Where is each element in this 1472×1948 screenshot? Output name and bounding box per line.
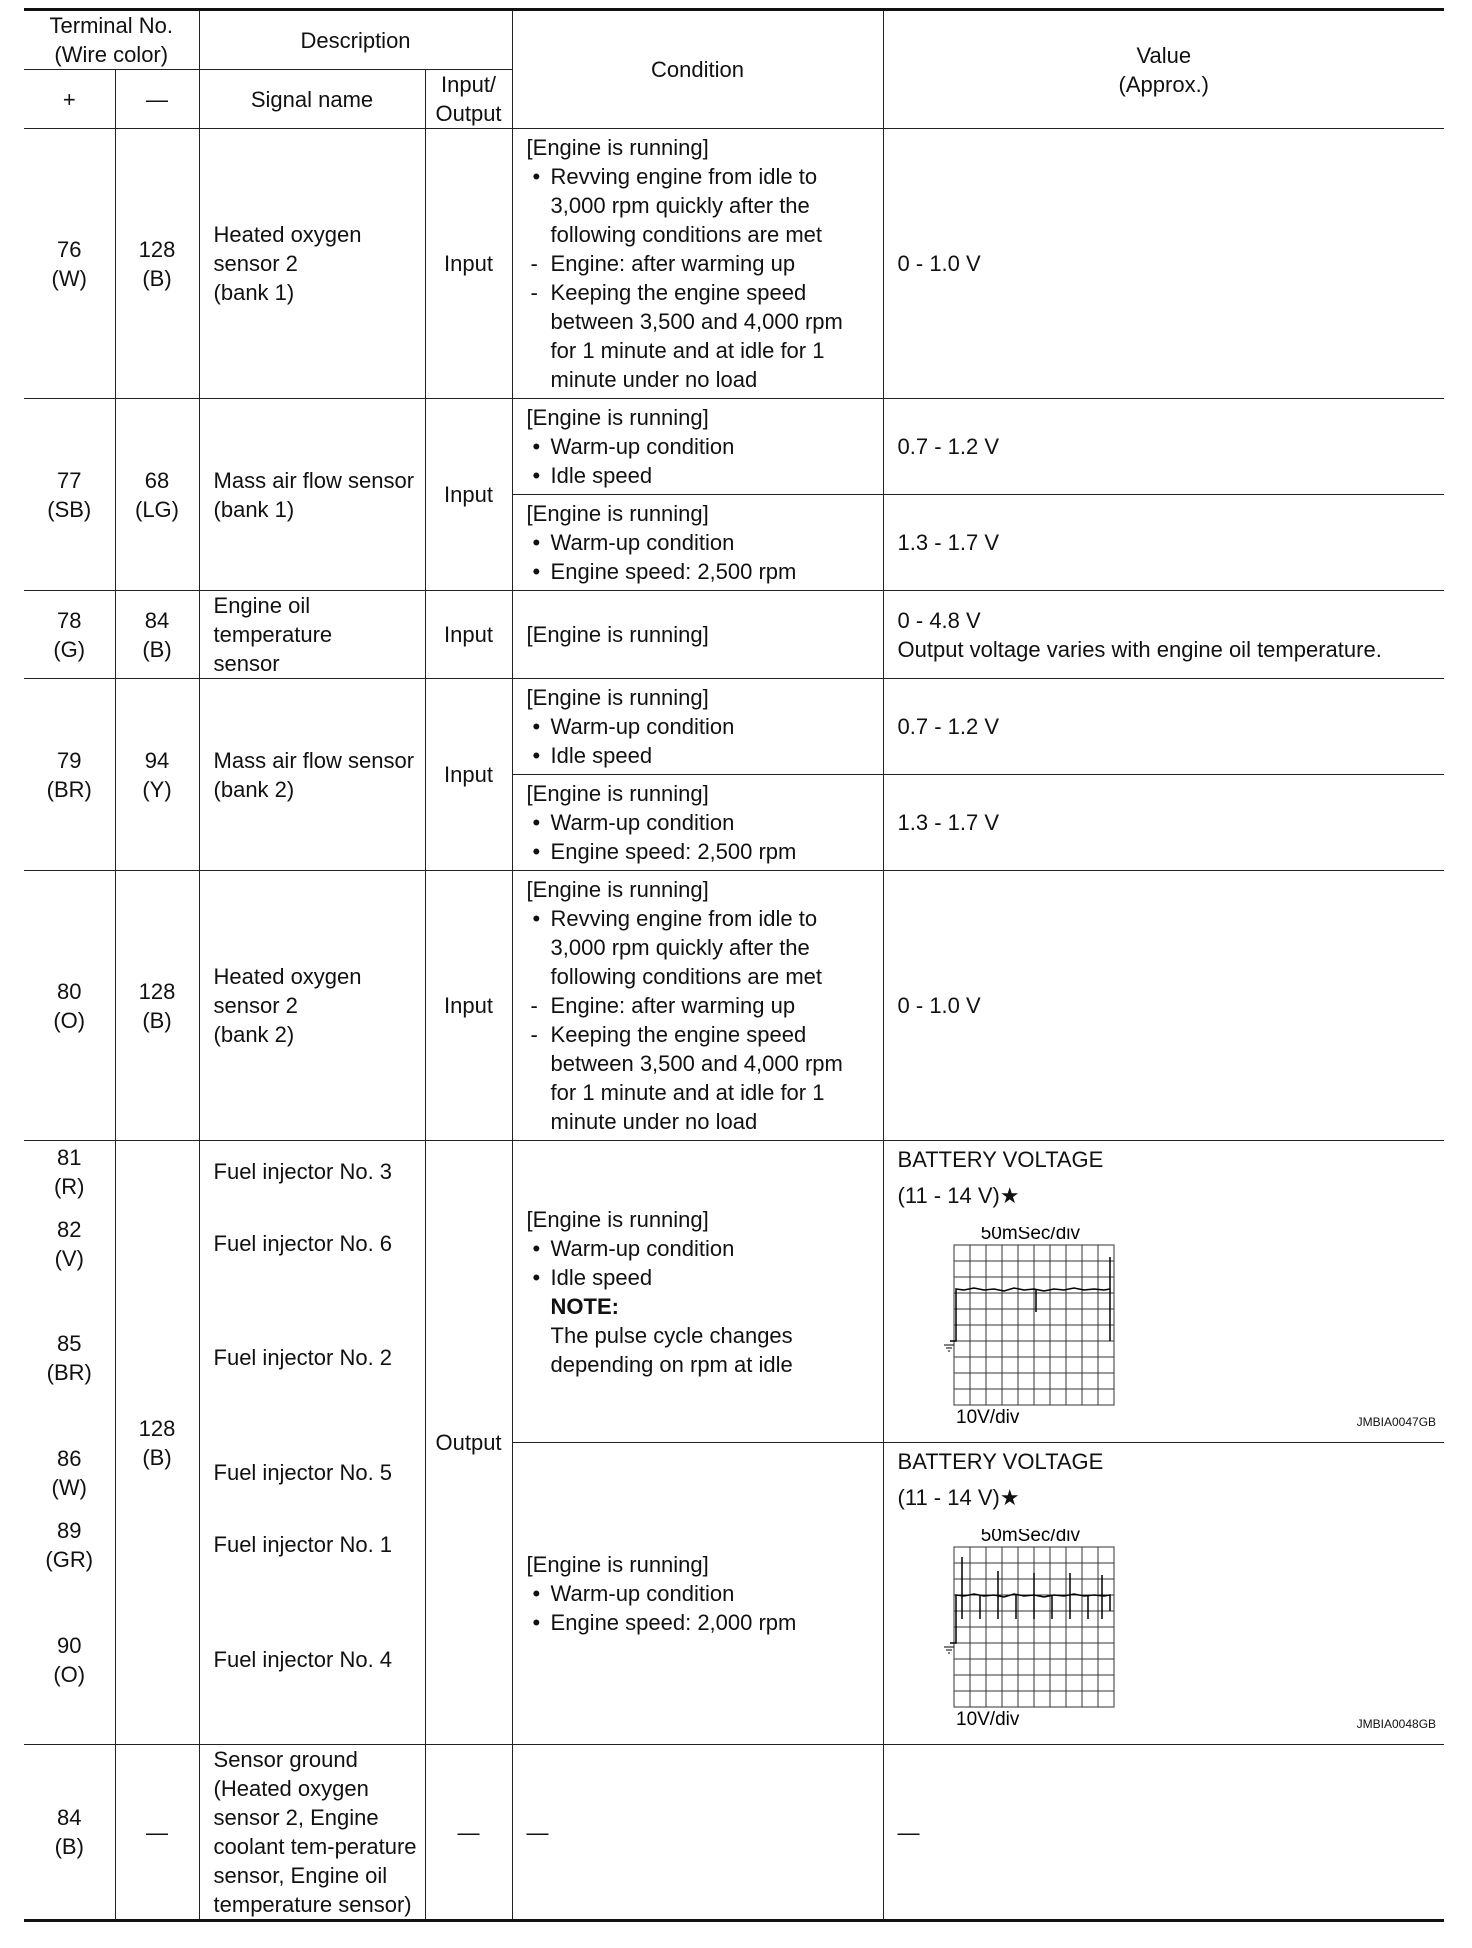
signal-name: Sensor ground (Heated oxygen sensor 2, Engine coolant tem-perature sensor, Engine oil temperature sensor) [199,1745,425,1921]
figure-code: JMBIA0047GB [1356,1415,1437,1429]
oscilloscope-trace [950,1557,1110,1643]
note-heading: NOTE: [550,1293,619,1319]
condition-subitem: - Keeping the engine speed between 3,500 and 4,000 rpm for 1 minute and at idle for 1 minute under no load [527,1020,875,1136]
terminal-number: 81 [57,1145,82,1170]
condition-heading: [Engine is running] [526,685,709,710]
wire-color: (W) [51,265,87,291]
signal-name [200,1458,425,1487]
wire-color: (O) [53,1662,86,1687]
oscilloscope-grid [954,1547,1114,1707]
ground-icon [944,1647,954,1653]
terminal-plus [24,679,115,871]
wire-color: (GR) [45,1547,94,1572]
condition-heading: [Engine is running] [526,405,709,430]
waveform-title: BATTERY VOLTAGE [897,1449,1104,1474]
signal-name-line: Fuel injector No. 3 [213,1159,393,1184]
signal-name [200,1343,425,1372]
terminal-number: 84 [144,607,170,633]
wire-color: (Y) [142,776,172,802]
wire-color: (BR) [46,776,92,802]
value [883,591,1444,679]
signal-name-line: Engine oil temperature [213,593,333,647]
terminal-number: 84 [57,1805,82,1830]
signal-name [200,1157,425,1186]
condition-list [527,904,875,1136]
voltage-division-label: 10V/div [955,1407,1019,1427]
ecm-terminal-table [24,8,1444,1922]
header-condition: Condition [512,10,883,129]
condition-subitem: - Keeping the engine speed between 3,500 and 4,000 rpm for 1 minute and at idle for 1 minute under no load [527,278,875,394]
oscilloscope-idle [924,1227,1124,1427]
condition-heading: [Engine is running] [526,501,709,526]
value-waveform [883,1141,1444,1443]
condition-item: • Engine speed: 2,500 rpm [527,557,875,586]
header-row-1 [24,10,1444,70]
header-description: Description [199,10,512,70]
waveform-block [884,1443,1445,1743]
condition-list [527,162,875,394]
input-output: Input [425,871,512,1141]
voltage-division-label: 10V/div [955,1709,1019,1729]
signal-name-group [199,1141,425,1745]
terminal-plus [24,1745,115,1921]
condition-list [527,712,875,770]
signal-name [199,399,425,591]
signal-name-line: Fuel injector No. 5 [213,1460,393,1485]
wire-color: (W) [51,1475,87,1500]
header-plus: + [24,70,115,129]
terminal-number: 85 [57,1331,82,1356]
condition-item: • Revving engine from idle to 3,000 rpm quickly after the following conditions are met [527,904,875,991]
condition-subitem: - Engine: after warming up [527,991,875,1020]
terminal-plus [24,871,115,1141]
wire-color: (B) [142,1444,172,1470]
value: 0.7 - 1.2 V [883,679,1444,775]
condition [512,495,883,591]
terminal-86 [24,1444,115,1502]
header-wire-color-label: (Wire color) [54,42,169,67]
table-row [24,399,1444,495]
table-row [24,871,1444,1141]
condition-item: • Engine speed: 2,500 rpm [527,837,875,866]
condition-item: • Warm-up condition [527,528,875,557]
signal-name [199,129,425,399]
terminal-number: 128 [138,1415,176,1441]
input-output: Input [425,679,512,871]
signal-name-line: Mass air flow sensor [213,467,415,493]
oscilloscope-2000rpm [924,1529,1124,1729]
terminal-minus [115,129,199,399]
terminal-number: 78 [57,607,82,633]
terminal-number: 80 [57,978,82,1004]
terminal-minus [115,1141,199,1745]
signal-name-line: (bank 1) [213,280,295,305]
value-line: 0 - 4.8 V [897,607,981,633]
header-terminal-label: Terminal No. [49,13,173,38]
wire-color: (B) [142,1007,172,1033]
signal-name-line: Fuel injector No. 4 [213,1647,393,1672]
waveform-range: (11 - 14 V)★ [897,1485,1020,1510]
signal-name-line: Mass air flow sensor [213,747,415,773]
header-io-line2: Output [435,101,502,126]
terminal-number: 77 [57,467,82,493]
signal-name [199,591,425,679]
signal-name-stack [200,1141,425,1741]
value: 0 - 1.0 V [883,129,1444,399]
condition-list [527,1234,875,1292]
time-division-label: 50mSec/div [980,1227,1080,1244]
header-approx-label: (Approx.) [1118,71,1210,97]
terminal-plus-group [24,1141,115,1745]
terminal-minus: — [115,1745,199,1921]
condition-heading: [Engine is running] [526,135,709,160]
terminal-minus [115,399,199,591]
signal-name [199,679,425,871]
waveform-block [884,1141,1445,1441]
condition-item: • Idle speed [527,741,875,770]
signal-name-line: Fuel injector No. 2 [213,1345,393,1370]
figure-code: JMBIA0048GB [1356,1717,1437,1731]
note-text: The pulse cycle changes depending on rpm at idle [550,1322,793,1377]
condition-item: • Warm-up condition [527,712,875,741]
value: — [883,1745,1444,1921]
condition-item: • Warm-up condition [527,432,875,461]
header-terminal [24,10,199,70]
wire-color: (O) [53,1007,86,1033]
table-row [24,591,1444,679]
signal-name-line: (bank 1) [213,496,295,522]
wire-color: (V) [54,1246,84,1271]
terminal-89 [24,1516,115,1574]
signal-name-line: (bank 2) [213,776,295,802]
signal-name [200,1530,425,1559]
terminal-minus [115,871,199,1141]
condition-item: • Warm-up condition [527,808,875,837]
value: 1.3 - 1.7 V [883,775,1444,871]
condition: [Engine is running] [512,591,883,679]
signal-name [199,871,425,1141]
condition-heading: [Engine is running] [526,781,709,806]
condition-list [527,1579,875,1637]
terminal-plus [24,591,115,679]
condition-heading: [Engine is running] [526,1552,709,1577]
terminal-85 [24,1329,115,1387]
terminal-plus-stack [24,1141,115,1741]
header-value [883,10,1444,129]
terminal-81 [24,1143,115,1201]
condition-list [527,808,875,866]
signal-name-line: Heated oxygen sensor 2 [213,222,362,276]
condition-item: • Idle speed [527,461,875,490]
condition-item: • Engine speed: 2,000 rpm [527,1608,875,1637]
condition-item: • Revving engine from idle to 3,000 rpm quickly after the following conditions are met [527,162,875,249]
signal-name-line: sensor [213,651,280,676]
signal-name-line: Fuel injector No. 6 [213,1231,393,1256]
terminal-number: 86 [57,1446,82,1471]
input-output: Input [425,129,512,399]
wire-color: (B) [142,636,172,662]
terminal-minus [115,591,199,679]
input-output: — [425,1745,512,1921]
value-waveform [883,1443,1444,1745]
terminal-minus [115,679,199,871]
signal-name [200,1229,425,1258]
wire-color: (BR) [46,1360,92,1385]
header-value-label: Value [1136,42,1192,68]
terminal-number: 76 [57,236,82,262]
terminal-90 [24,1631,115,1689]
input-output: Input [425,399,512,591]
value-line: Output voltage varies with engine oil temperature. [897,636,1382,662]
terminal-82 [24,1215,115,1273]
value: 0.7 - 1.2 V [883,399,1444,495]
header-io-line1: Input/ [441,72,497,97]
table-row [24,1745,1444,1921]
condition [512,871,883,1141]
oscilloscope-trace [950,1257,1110,1341]
signal-name-line: (bank 2) [213,1022,295,1047]
value: 1.3 - 1.7 V [883,495,1444,591]
header-input-output [425,70,512,129]
terminal-number: 90 [57,1633,82,1658]
signal-name [200,1645,425,1674]
ground-icon [944,1345,954,1351]
condition-list [527,432,875,490]
signal-name-line: Heated oxygen sensor 2 [213,964,362,1018]
terminal-plus [24,129,115,399]
condition-heading: [Engine is running] [526,877,709,902]
waveform-range: (11 - 14 V)★ [897,1183,1020,1208]
header-signal-name: Signal name [199,70,425,129]
oscilloscope-grid [954,1245,1114,1405]
terminal-number: 82 [57,1217,82,1242]
condition [512,399,883,495]
condition: — [512,1745,883,1921]
condition [512,679,883,775]
waveform-title: BATTERY VOLTAGE [897,1147,1104,1172]
table-row [24,129,1444,399]
time-division-label: 50mSec/div [980,1529,1080,1546]
table-row [24,679,1444,775]
table-row [24,1141,1444,1443]
terminal-number: 68 [144,467,170,493]
condition-list [527,528,875,586]
terminal-number: 89 [57,1518,82,1543]
wire-color: (LG) [135,496,179,522]
condition-item: • Warm-up condition [527,1579,875,1608]
terminal-plus [24,399,115,591]
condition-item: • Idle speed [527,1263,875,1292]
condition [512,1443,883,1745]
terminal-number: 128 [138,978,176,1004]
condition [512,1141,883,1443]
condition-subitem: - Engine: after warming up [527,249,875,278]
signal-name-line: Fuel injector No. 1 [213,1532,393,1557]
input-output: Output [425,1141,512,1745]
wire-color: (R) [53,1174,85,1199]
input-output: Input [425,591,512,679]
condition [512,775,883,871]
wire-color: (B) [142,265,172,291]
wire-color: (G) [53,636,86,662]
condition-heading: [Engine is running] [526,1206,709,1232]
wire-color: (SB) [47,496,92,522]
terminal-number: 79 [57,747,82,773]
terminal-number: 128 [138,236,176,262]
condition-item: • Warm-up condition [527,1234,875,1263]
header-minus: — [115,70,199,129]
terminal-number: 94 [144,747,170,773]
condition [512,129,883,399]
wire-color: (B) [54,1834,84,1859]
value: 0 - 1.0 V [883,871,1444,1141]
